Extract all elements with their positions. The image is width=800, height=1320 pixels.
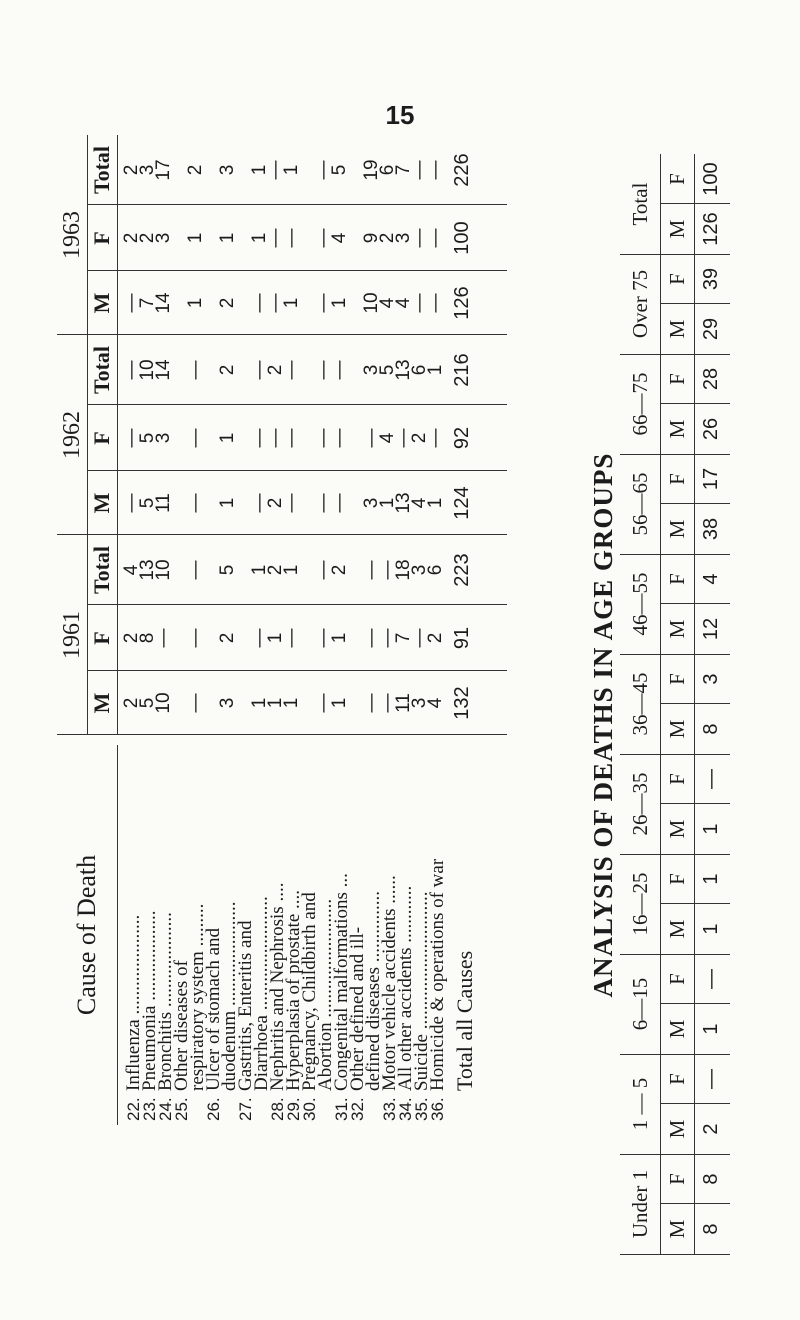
column-divider [660, 303, 730, 304]
cause-number: 33. [379, 1097, 399, 1121]
value-cell: 3 [392, 232, 414, 244]
year-header: 1962 [57, 335, 88, 535]
value-cell: 1 [424, 364, 446, 376]
cause-number: 36. [427, 1097, 447, 1121]
age-group-label: 1 — 5 [620, 1054, 661, 1154]
value-cell: 4 [408, 497, 430, 509]
age-value-m: 1 [699, 1023, 722, 1035]
value-cell: — [248, 360, 270, 380]
cause-number: 23. [139, 1097, 159, 1121]
value-cell: 3 [408, 697, 430, 709]
value-cell: 10 [360, 292, 382, 314]
age-sub-header-m: M [660, 904, 695, 954]
column-divider [660, 503, 730, 504]
age-group-label: 56—65 [620, 454, 661, 554]
value-cell: — [408, 293, 430, 313]
value-cell: 18 [392, 559, 414, 581]
value-cell: 6 [408, 364, 430, 376]
age-group-column [620, 654, 730, 755]
age-sub-header-f: F [660, 554, 695, 604]
column-divider [660, 1203, 730, 1204]
sub-header-m: M [87, 671, 118, 735]
cause-name: respiratory system ......... [186, 903, 208, 1091]
total-cell: 100 [450, 221, 473, 255]
cause-name: duodenum ...................... [218, 901, 240, 1091]
column-divider [660, 803, 730, 804]
value-cell: 2 [216, 364, 238, 376]
value-cell: 7 [392, 632, 414, 644]
age-group-column [620, 454, 730, 555]
sub-header-m: M [87, 271, 118, 335]
age-group-label: 6—15 [620, 954, 661, 1054]
value-cell: — [184, 428, 206, 448]
value-cell: — [264, 160, 286, 180]
value-cell: 1 [264, 632, 286, 644]
age-sub-header-f: F [660, 954, 695, 1004]
value-cell: 3 [360, 497, 382, 509]
value-cell: 1 [184, 297, 206, 309]
value-cell: — [424, 160, 446, 180]
age-value-f: 8 [699, 1173, 722, 1185]
age-group-column [620, 754, 730, 855]
total-cell: 92 [450, 426, 473, 450]
value-cell: 1 [184, 232, 206, 244]
value-cell: 17 [152, 159, 174, 181]
age-sub-header-m: M [660, 1004, 695, 1054]
value-cell: 5 [216, 564, 238, 576]
cause-number: 28. [267, 1097, 287, 1121]
cause-name: Homicide & operations of war [426, 858, 448, 1091]
value-cell: 13 [392, 492, 414, 514]
value-cell: 5 [136, 697, 158, 709]
age-group-column [620, 954, 730, 1055]
age-sub-header-m: M [660, 804, 695, 854]
age-value-f: — [699, 969, 722, 989]
value-cell: 2 [424, 632, 446, 644]
cause-name: Ulcer of stomach and [202, 927, 224, 1091]
age-value-m: 8 [699, 723, 722, 735]
age-group-table [620, 135, 730, 1255]
page-number: 15 [385, 100, 415, 130]
age-value-m: 126 [699, 212, 722, 246]
cause-name: Congenital malformations ... [330, 873, 352, 1091]
cause-name: Hyperplasia of prostate .... [282, 889, 304, 1091]
value-cell: — [328, 428, 350, 448]
value-cell: 9 [360, 232, 382, 244]
column-divider [660, 203, 730, 204]
age-sub-header-f: F [660, 754, 695, 804]
value-cell: 2 [120, 632, 142, 644]
column-divider [660, 703, 730, 704]
value-cell: — [248, 293, 270, 313]
age-group-column [620, 154, 730, 255]
value-cell: 5 [328, 164, 350, 176]
value-cell: — [376, 628, 398, 648]
cause-name: Gastritis, Enteritis and [234, 920, 256, 1091]
value-cell: — [312, 293, 334, 313]
cause-name: Nephritis and Nephrosis .... [266, 882, 288, 1091]
value-cell: 1 [248, 564, 270, 576]
value-cell: — [248, 493, 270, 513]
age-value-m: 1 [699, 823, 722, 835]
value-cell: — [360, 428, 382, 448]
value-cell: 10 [152, 692, 174, 714]
age-value-f: — [699, 769, 722, 789]
value-cell: 13 [136, 559, 158, 581]
value-cell: 4 [392, 297, 414, 309]
total-cell: 91 [450, 626, 473, 650]
value-cell: 1 [328, 297, 350, 309]
cause-number: 22. [123, 1097, 143, 1121]
value-cell: — [184, 360, 206, 380]
value-cell: 3 [216, 164, 238, 176]
value-cell: 2 [216, 632, 238, 644]
analysis-title: ANALYSIS OF DEATHS IN AGE GROUPS [587, 452, 618, 998]
value-cell: 2 [136, 232, 158, 244]
value-cell: 1 [328, 697, 350, 709]
age-sub-header-f: F [660, 654, 695, 704]
age-sub-header-m: M [660, 1204, 695, 1254]
age-sub-header-m: M [660, 704, 695, 754]
age-value-f: 39 [699, 267, 722, 291]
age-group-label: Over 75 [620, 254, 661, 354]
value-cell: 10 [136, 359, 158, 381]
value-cell: 13 [392, 359, 414, 381]
sub-header-m: M [87, 471, 118, 535]
age-value-m: 26 [699, 417, 722, 441]
value-cell: 2 [120, 232, 142, 244]
value-cell: 6 [376, 164, 398, 176]
value-cell: — [376, 693, 398, 713]
sub-header-total: Total [87, 135, 118, 205]
sub-header-total: Total [87, 335, 118, 405]
value-cell: 1 [216, 497, 238, 509]
value-cell: 2 [264, 497, 286, 509]
age-sub-header-f: F [660, 1154, 695, 1204]
cause-of-death-table [57, 145, 507, 1125]
age-sub-header-m: M [660, 304, 695, 354]
value-cell: 19 [360, 159, 382, 181]
cause-number: 27. [235, 1097, 255, 1121]
age-sub-header-f: F [660, 854, 695, 904]
value-cell: 2 [328, 564, 350, 576]
column-divider [660, 1103, 730, 1104]
value-cell: — [184, 693, 206, 713]
value-cell: 14 [152, 292, 174, 314]
cause-name: Suicide ............................. [410, 891, 432, 1091]
value-cell: 2 [216, 297, 238, 309]
value-cell: — [280, 628, 302, 648]
value-cell: — [408, 628, 430, 648]
value-cell: — [152, 628, 174, 648]
column-divider [660, 903, 730, 904]
value-cell: — [376, 560, 398, 580]
value-cell: — [312, 360, 334, 380]
value-cell: — [360, 628, 382, 648]
value-cell: — [264, 228, 286, 248]
value-cell: — [264, 293, 286, 313]
age-value-f: 100 [699, 162, 722, 196]
value-cell: — [120, 293, 142, 313]
age-sub-header-f: F [660, 254, 695, 304]
year-header: 1963 [57, 135, 88, 335]
value-cell: — [392, 428, 414, 448]
age-group-label: 36—45 [620, 654, 661, 754]
value-cell: 1 [248, 232, 270, 244]
age-sub-header-m: M [660, 504, 695, 554]
value-cell: 1 [376, 497, 398, 509]
cause-name: Diarrhoea ........................ [250, 896, 272, 1091]
value-cell: 2 [120, 164, 142, 176]
value-cell: — [328, 360, 350, 380]
age-group-column [620, 1054, 730, 1155]
value-cell: 3 [136, 164, 158, 176]
value-cell: 4 [120, 564, 142, 576]
age-value-f: 3 [699, 673, 722, 685]
value-cell: — [280, 493, 302, 513]
age-value-f: 1 [699, 873, 722, 885]
cause-number: 25. [171, 1097, 191, 1121]
cause-number: 30. [299, 1097, 319, 1121]
age-value-m: 2 [699, 1123, 722, 1135]
age-value-f: 17 [699, 467, 722, 491]
value-cell: 3 [408, 564, 430, 576]
column-divider [660, 603, 730, 604]
age-group-label: 66—75 [620, 354, 661, 454]
cause-number: 26. [203, 1097, 223, 1121]
age-group-label: Total [620, 154, 661, 254]
value-cell: 1 [280, 164, 302, 176]
cause-number: 29. [283, 1097, 303, 1121]
value-cell: 1 [248, 164, 270, 176]
value-cell: 3 [152, 232, 174, 244]
value-cell: 5 [136, 432, 158, 444]
value-cell: — [312, 560, 334, 580]
total-all-causes-label: Total all Causes [452, 950, 477, 1091]
value-cell: — [120, 428, 142, 448]
value-cell: — [360, 560, 382, 580]
value-cell: — [120, 360, 142, 380]
value-cell: — [280, 228, 302, 248]
age-group-column [620, 254, 730, 355]
value-cell: 1 [280, 564, 302, 576]
value-cell: — [408, 160, 430, 180]
value-cell: 2 [408, 432, 430, 444]
value-cell: 7 [136, 297, 158, 309]
cause-name: Other defined and ill- [346, 926, 368, 1091]
year-block-1961 [57, 535, 507, 735]
value-cell: 3 [360, 364, 382, 376]
value-cell: 7 [392, 164, 414, 176]
value-cell: 10 [152, 559, 174, 581]
value-cell: — [328, 493, 350, 513]
value-cell: 6 [424, 564, 446, 576]
value-cell: 2 [264, 364, 286, 376]
value-cell: — [408, 228, 430, 248]
column-divider [660, 403, 730, 404]
sub-header-total: Total [87, 535, 118, 605]
cause-column [57, 745, 507, 1125]
value-cell: 5 [376, 364, 398, 376]
value-cell: — [312, 428, 334, 448]
age-group-column [620, 354, 730, 455]
total-cell: 216 [450, 353, 473, 387]
value-cell: — [248, 428, 270, 448]
value-cell: 4 [376, 297, 398, 309]
cause-name: Motor vehicle accidents ...... [378, 875, 400, 1091]
value-cell: 3 [152, 432, 174, 444]
cause-header: Cause of Death [57, 745, 118, 1125]
cause-number: 31. [331, 1097, 351, 1121]
value-cell: — [120, 493, 142, 513]
value-cell: 3 [216, 697, 238, 709]
value-cell: 2 [184, 164, 206, 176]
value-cell: — [184, 560, 206, 580]
value-cell: — [424, 228, 446, 248]
age-sub-header-f: F [660, 354, 695, 404]
year-block-1963 [57, 135, 507, 335]
value-cell: — [424, 428, 446, 448]
age-value-m: 29 [699, 317, 722, 341]
cause-number: 32. [347, 1097, 367, 1121]
cause-number: 34. [395, 1097, 415, 1121]
value-cell: — [424, 293, 446, 313]
value-cell: 8 [136, 632, 158, 644]
sub-header-f: F [87, 205, 118, 271]
value-cell: 11 [152, 493, 174, 513]
cause-name: Bronchitis .................... [154, 912, 176, 1091]
age-value-m: 1 [699, 923, 722, 935]
value-cell: 1 [280, 697, 302, 709]
cause-name: Influenza ..................... [122, 914, 144, 1091]
value-cell: 1 [280, 297, 302, 309]
value-cell: — [312, 628, 334, 648]
cause-name: Other diseases of [170, 960, 192, 1091]
value-cell: 5 [136, 497, 158, 509]
value-cell: 1 [216, 232, 238, 244]
value-cell: 4 [376, 432, 398, 444]
value-cell: — [184, 628, 206, 648]
value-cell: — [264, 428, 286, 448]
age-group-label: 16—25 [620, 854, 661, 954]
value-cell: — [312, 228, 334, 248]
age-value-f: — [699, 1069, 722, 1089]
value-cell: — [312, 693, 334, 713]
age-sub-header-m: M [660, 204, 695, 254]
cause-name: All other accidents ............ [394, 885, 416, 1091]
value-cell: — [280, 360, 302, 380]
year-block-1962 [57, 335, 507, 535]
value-cell: — [312, 493, 334, 513]
total-cell: 124 [450, 486, 473, 520]
age-sub-header-m: M [660, 1104, 695, 1154]
cause-number: 24. [155, 1097, 175, 1121]
total-cell: 223 [450, 553, 473, 587]
age-sub-header-f: F [660, 154, 695, 204]
value-cell: 11 [392, 693, 414, 713]
sub-header-f: F [87, 405, 118, 471]
age-sub-header-f: F [660, 454, 695, 504]
value-cell: 4 [328, 232, 350, 244]
value-cell: 1 [328, 632, 350, 644]
value-cell: 1 [248, 697, 270, 709]
cause-name: Abortion ......................... [314, 898, 336, 1091]
year-header: 1961 [57, 535, 88, 735]
cause-name: Pneumonia ................... [138, 910, 160, 1091]
value-cell: — [248, 628, 270, 648]
value-cell: — [360, 693, 382, 713]
age-sub-header-m: M [660, 404, 695, 454]
cause-name: Pregnancy, Childbirth and [298, 892, 320, 1091]
total-cell: 126 [450, 286, 473, 320]
age-value-m: 12 [699, 617, 722, 641]
value-cell: 14 [152, 359, 174, 381]
age-group-label: 26—35 [620, 754, 661, 854]
age-value-f: 4 [699, 573, 722, 585]
age-sub-header-f: F [660, 1054, 695, 1104]
value-cell: 4 [424, 697, 446, 709]
age-sub-header-m: M [660, 604, 695, 654]
value-cell: 2 [120, 697, 142, 709]
value-cell: — [312, 160, 334, 180]
total-cell: 226 [450, 153, 473, 187]
age-group-column [620, 1154, 730, 1255]
age-group-column [620, 854, 730, 955]
value-cell: 1 [264, 697, 286, 709]
value-cell: — [184, 493, 206, 513]
value-cell: — [280, 428, 302, 448]
sub-header-f: F [87, 605, 118, 671]
age-value-m: 38 [699, 517, 722, 541]
age-value-m: 8 [699, 1223, 722, 1235]
cause-row [427, 746, 448, 1121]
value-cell: 1 [216, 432, 238, 444]
cause-number: 35. [411, 1097, 431, 1121]
total-cell: 132 [450, 686, 473, 720]
age-group-label: Under 1 [620, 1154, 661, 1254]
age-group-label: 46—55 [620, 554, 661, 654]
value-cell: 2 [264, 564, 286, 576]
column-divider [660, 1003, 730, 1004]
age-value-f: 28 [699, 367, 722, 391]
age-group-column [620, 554, 730, 655]
value-cell: 1 [424, 497, 446, 509]
cause-name: defined diseases ............... [362, 891, 384, 1091]
value-cell: 2 [376, 232, 398, 244]
